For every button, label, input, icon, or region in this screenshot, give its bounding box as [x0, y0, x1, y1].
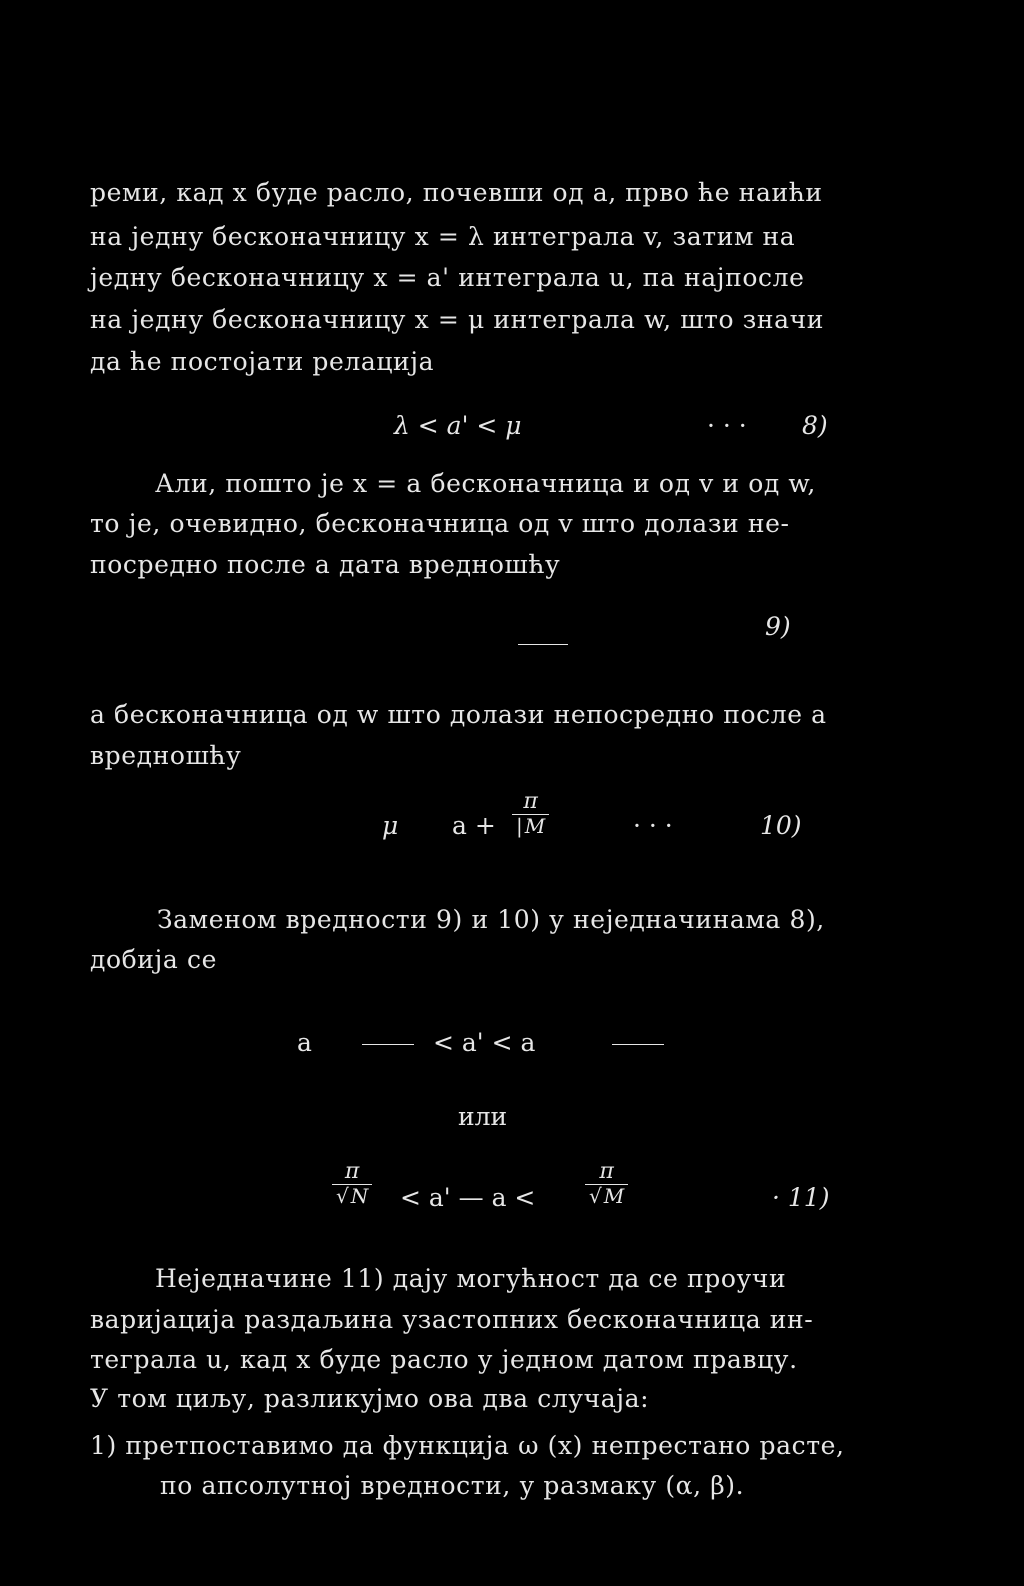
equation-10-fraction — [512, 790, 549, 837]
inequality-left-a: a — [297, 1028, 312, 1057]
conjunction-or: или — [458, 1102, 508, 1131]
equation-11-number: · 11) — [772, 1183, 830, 1212]
text-line: 1) претпоставимо да функција ω (x) непрестано расте, — [90, 1431, 845, 1460]
text-line: У том циљу, разликујмо ова два случаја: — [90, 1384, 650, 1413]
equation-11-left-fraction: $\frac{\pi}{√ N}$ — [332, 1160, 372, 1207]
equation-9-fraction-bar — [518, 628, 568, 657]
text-line: по апсолутној вредности, у размаку (α, β). — [160, 1471, 745, 1500]
equation-10-dots: · · · — [633, 811, 673, 840]
inequality-middle: < a' < a — [433, 1028, 536, 1057]
text-line: добија се — [90, 945, 217, 974]
equation-10-numerator: π — [523, 789, 538, 814]
text-line: варијација раздаљина узастопних бесконачница ин- — [90, 1305, 814, 1334]
equation-9-number: 9) — [765, 612, 791, 641]
equation-10-denominator: | M — [512, 814, 549, 837]
text-line: вредношћу — [90, 741, 242, 770]
equation-8-dots: · · · — [707, 411, 747, 440]
text-line: Али, пошто је x = a бесконачница и од v и од w, — [155, 469, 816, 498]
text-line: посредно после a дата вредношћу — [90, 550, 561, 579]
inequality-fraction-bar-left — [362, 1028, 414, 1057]
text-line: то је, очевидно, бесконачница од v што долази не- — [90, 509, 790, 538]
equation-8-number: 8) — [802, 411, 828, 440]
inequality-fraction-bar-right — [612, 1028, 664, 1057]
text-line: на једну бесконачницу x = λ интеграла v, затим на — [90, 222, 796, 251]
equation-11-right-fraction: $\frac{\pi}{√ M}$ — [585, 1160, 628, 1207]
equation-8-expression: λ < a' < μ — [394, 411, 522, 440]
text-line: реми, кад x буде расло, почевши од a, прво ће наићи — [90, 178, 823, 207]
text-line: теграла u, кад x буде расло у једном датом правцу. — [90, 1345, 798, 1374]
text-line: једну бесконачницу x = a' интеграла u, па најпосле — [90, 263, 805, 292]
text-line: на једну бесконачницу x = μ интеграла w, што значи — [90, 305, 825, 334]
equation-10-plus-term: a + — [452, 811, 496, 840]
text-line: да ће постојати релација — [90, 347, 435, 376]
text-line: Заменом вредности 9) и 10) у неједначинама 8), — [157, 905, 825, 934]
equation-11-middle: < a' — a < — [400, 1183, 536, 1212]
equation-10-number: 10) — [760, 811, 802, 840]
equation-10-lhs: μ — [382, 811, 399, 840]
text-line: a бесконачница од w што долази непосредно после a — [90, 700, 827, 729]
text-line: Неједначине 11) дају могућност да се проучи — [155, 1264, 787, 1293]
